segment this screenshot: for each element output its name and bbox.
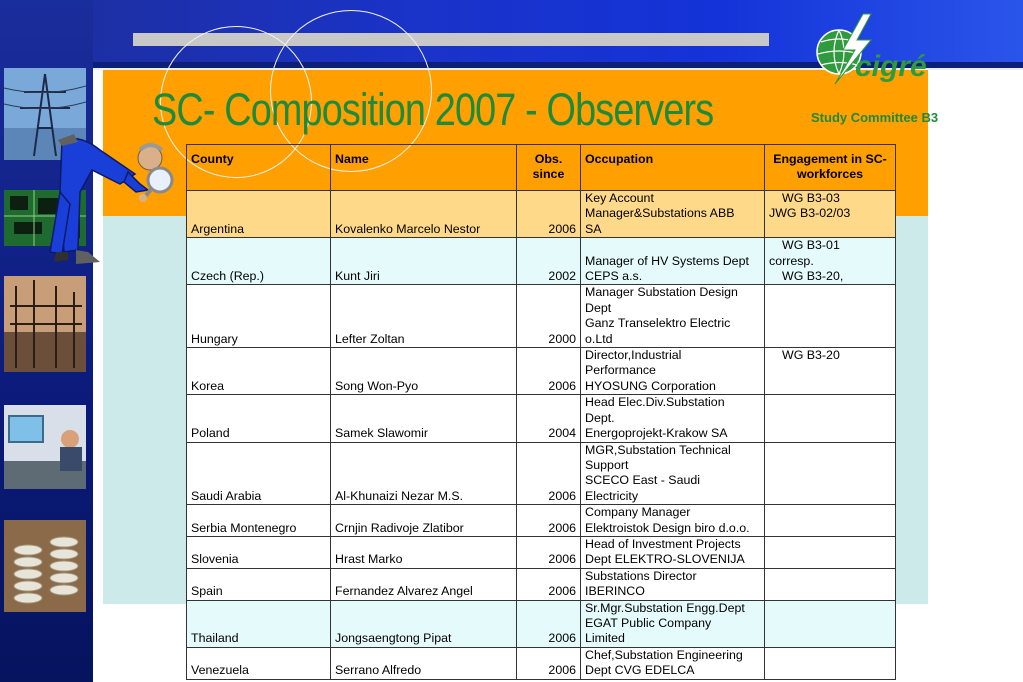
- occupation-line: Head Elec.Div.Substation: [585, 395, 725, 410]
- cell-occupation: [581, 536, 765, 568]
- cell-occupation: [581, 238, 765, 285]
- occupation-line: Sr.Mgr.Substation Engg.Dept: [585, 600, 745, 615]
- cell-engagement: [765, 348, 896, 395]
- cell-county: Czech (Rep.): [187, 238, 331, 285]
- occupation-line: SCECO East - Saudi: [585, 473, 701, 488]
- cigre-logo: [811, 10, 951, 105]
- table-row: [187, 647, 896, 679]
- occupation-line: IBERINCO: [585, 584, 645, 599]
- occupation-line: Dept CVG EDELCA: [585, 663, 695, 678]
- header-county: County: [187, 145, 331, 191]
- table-row: [187, 285, 896, 348]
- cell-name: Kunt Jiri: [331, 238, 517, 285]
- cell-obs-since: 2006: [517, 442, 581, 505]
- cell-occupation: [581, 505, 765, 537]
- cell-name: Song Won-Pyo: [331, 348, 517, 395]
- observers-table: [186, 144, 896, 680]
- engagement-line: WG B3-20: [782, 348, 840, 363]
- cell-obs-since: 2006: [517, 536, 581, 568]
- cell-name: Al-Khunaizi Nezar M.S.: [331, 442, 517, 505]
- cell-county: Thailand: [187, 600, 331, 647]
- cell-county: Poland: [187, 395, 331, 442]
- table-row: [187, 568, 896, 600]
- cell-name: Kovalenko Marcelo Nestor: [331, 191, 517, 238]
- occupation-line: Manager Substation Design: [585, 285, 738, 300]
- cell-occupation: [581, 395, 765, 442]
- header-obs-since: Obs. since: [517, 145, 581, 191]
- cell-name: Fernandez Alvarez Angel: [331, 568, 517, 600]
- cell-engagement: [765, 191, 896, 238]
- cell-occupation: [581, 348, 765, 395]
- occupation-line: HYOSUNG Corporation: [585, 378, 716, 393]
- cell-obs-since: 2006: [517, 348, 581, 395]
- occupation-line: Key Account: [585, 191, 654, 205]
- table-row: [187, 600, 896, 647]
- cell-obs-since: 2006: [517, 647, 581, 679]
- cell-engagement: [765, 647, 896, 679]
- study-committee-label: Study Committee B3: [811, 110, 939, 125]
- cell-county: Argentina: [187, 191, 331, 238]
- occupation-line: Energoprojekt-Krakow SA: [585, 426, 728, 441]
- cell-engagement: [765, 568, 896, 600]
- cell-engagement: [765, 395, 896, 442]
- table-header-row: [187, 145, 896, 191]
- occupation-line: Dept ELEKTRO-SLOVENIJA: [585, 552, 745, 567]
- inspector-clipart: [40, 132, 180, 282]
- slide-title: SC- Composition 2007 - Observers: [152, 84, 714, 135]
- occupation-line: MGR,Substation Technical: [585, 442, 731, 457]
- occupation-line: Head of Investment Projects: [585, 536, 741, 551]
- cell-county: Korea: [187, 348, 331, 395]
- occupation-line: Chef,Substation Engineering: [585, 647, 743, 662]
- cell-occupation: [581, 647, 765, 679]
- occupation-line: o.Ltd: [585, 331, 613, 346]
- cell-obs-since: 2006: [517, 600, 581, 647]
- cell-occupation: [581, 191, 765, 238]
- table-row: [187, 238, 896, 285]
- cell-county: Spain: [187, 568, 331, 600]
- occupation-line: Director,Industrial: [585, 348, 682, 363]
- header-occupation: Occupation: [581, 145, 765, 191]
- occupation-line: Manager of HV Systems Dept: [585, 253, 749, 268]
- occupation-line: Substations Director: [585, 568, 697, 583]
- cell-name: Jongsaengtong Pipat: [331, 600, 517, 647]
- cell-obs-since: 2006: [517, 505, 581, 537]
- occupation-line: Elektroistok Design biro d.o.o.: [585, 520, 750, 535]
- cell-name: Lefter Zoltan: [331, 285, 517, 348]
- occupation-line: Dept: [585, 300, 612, 315]
- engagement-line: WG B3-20,: [782, 269, 844, 284]
- cell-occupation: [581, 285, 765, 348]
- cell-county: Hungary: [187, 285, 331, 348]
- cell-occupation: [581, 600, 765, 647]
- control-room-photo: [4, 405, 86, 489]
- table-body: [187, 191, 896, 680]
- occupation-line: EGAT Public Company: [585, 615, 712, 630]
- table-row: [187, 395, 896, 442]
- cell-name: Hrast Marko: [331, 536, 517, 568]
- cell-county: Venezuela: [187, 647, 331, 679]
- occupation-line: Dept.: [585, 410, 615, 425]
- insulators-photo: [4, 520, 86, 612]
- cell-county: Slovenia: [187, 536, 331, 568]
- occupation-line: Manager&Substations ABB: [585, 206, 735, 221]
- engagement-line: corresp.: [769, 253, 814, 268]
- cell-engagement: [765, 505, 896, 537]
- cell-obs-since: 2002: [517, 238, 581, 285]
- cell-engagement: [765, 536, 896, 568]
- header-name: Name: [331, 145, 517, 191]
- occupation-line: Support: [585, 457, 629, 472]
- occupation-line: Performance: [585, 363, 656, 378]
- occupation-line: Company Manager: [585, 505, 691, 520]
- cell-county: Saudi Arabia: [187, 442, 331, 505]
- table-row: [187, 442, 896, 505]
- engagement-line: JWG B3-02/03: [769, 206, 851, 221]
- table-row: [187, 536, 896, 568]
- engagement-line: WG B3-01: [782, 238, 840, 253]
- engagement-line: WG B3-03: [782, 191, 840, 205]
- cell-name: Serrano Alfredo: [331, 647, 517, 679]
- logo-wordmark: cigré: [855, 50, 927, 83]
- cell-obs-since: 2004: [517, 395, 581, 442]
- occupation-line: Electricity: [585, 488, 639, 503]
- table-row: [187, 348, 896, 395]
- cell-engagement: [765, 238, 896, 285]
- occupation-line: CEPS a.s.: [585, 269, 643, 284]
- cell-occupation: [581, 568, 765, 600]
- cell-obs-since: 2006: [517, 191, 581, 238]
- cell-obs-since: 2000: [517, 285, 581, 348]
- cell-name: Crnjin Radivoje Zlatibor: [331, 505, 517, 537]
- occupation-line: SA: [585, 221, 602, 236]
- substation-photo: [4, 276, 86, 372]
- table-row: [187, 191, 896, 238]
- table-row: [187, 505, 896, 537]
- header-engagement: Engagement in SC- workforces: [765, 145, 896, 191]
- cell-name: Samek Slawomir: [331, 395, 517, 442]
- occupation-line: Ganz Transelektro Electric: [585, 316, 731, 331]
- cell-engagement: [765, 442, 896, 505]
- cell-county: Serbia Montenegro: [187, 505, 331, 537]
- occupation-line: Limited: [585, 631, 625, 646]
- cell-obs-since: 2006: [517, 568, 581, 600]
- cell-engagement: [765, 285, 896, 348]
- cell-engagement: [765, 600, 896, 647]
- cell-occupation: [581, 442, 765, 505]
